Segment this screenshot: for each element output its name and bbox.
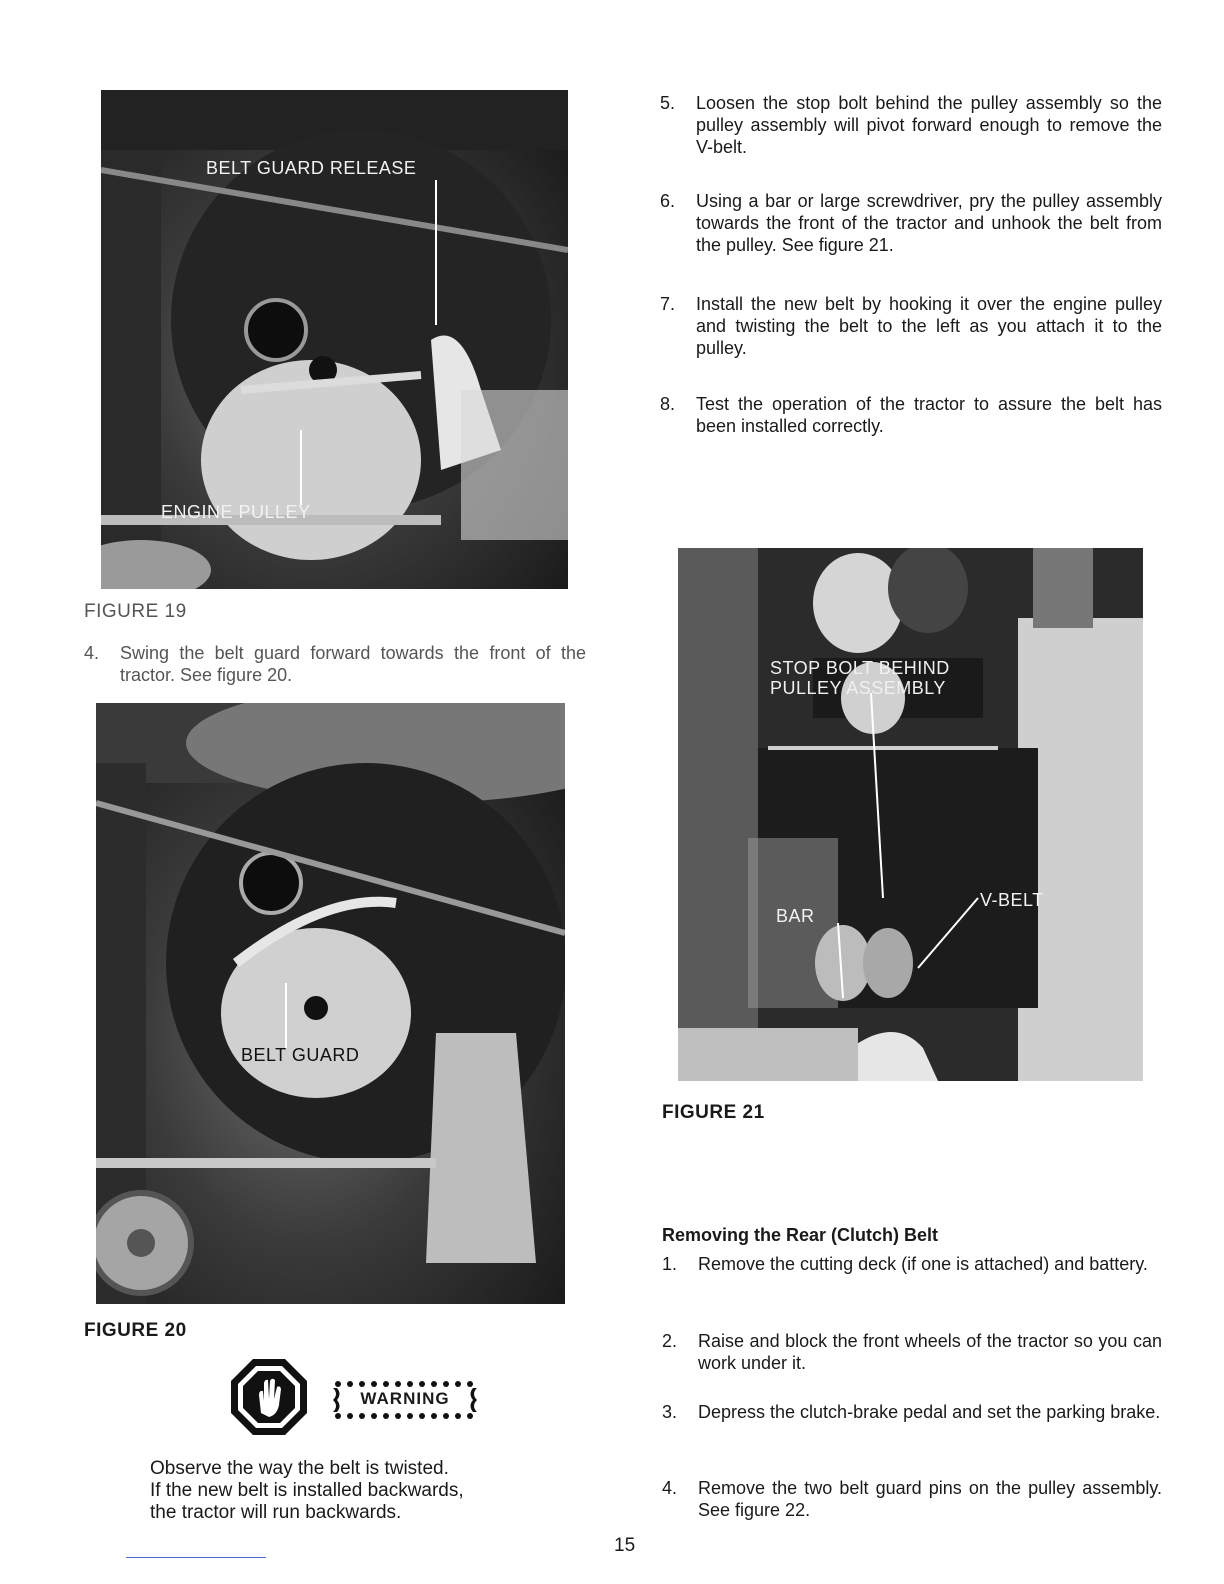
clutch-step-4	[662, 1477, 1162, 1523]
section-heading: Removing the Rear (Clutch) Belt	[662, 1225, 939, 1245]
step-6-pry-pulley	[660, 190, 1162, 258]
stop-hand-icon	[229, 1357, 309, 1437]
warning-label-box	[330, 1380, 480, 1420]
label-belt-guard: BELT GUARD	[241, 1045, 360, 1065]
step-text: Test the operation of the tractor to assure the belt has been installed correctly.	[696, 394, 1162, 436]
step-text: Using a bar or large screwdriver, pry the pulley assembly towards the front of the tractor and unhook the belt from the pulley. See figure 21.	[696, 191, 1162, 255]
label-stop-bolt-line1: STOP BOLT BEHIND	[770, 658, 950, 678]
step-text: Remove the cutting deck (if one is attached) and battery.	[698, 1254, 1148, 1274]
clutch-step-1	[662, 1253, 1162, 1299]
warning-label: WARNING	[360, 1389, 450, 1408]
step-text: Raise and block the front wheels of the tractor so you can work under it.	[698, 1331, 1162, 1373]
label-belt-guard-release: BELT GUARD RELEASE	[206, 158, 417, 178]
footer-rule	[126, 1557, 266, 1558]
step-8-test-operation	[660, 393, 1162, 439]
label-bar: BAR	[776, 906, 815, 926]
step-number: 1.	[662, 1254, 678, 1274]
step-7-install-belt	[660, 293, 1162, 361]
step-text: Loosen the stop bolt behind the pulley assembly so the pulley assembly will pivot forward enough to remove the V-belt.	[696, 93, 1162, 157]
step-text: Depress the clutch-brake pedal and set the parking brake.	[698, 1402, 1161, 1422]
step-number: 4.	[84, 643, 100, 663]
figure-21-photo	[678, 548, 1143, 1081]
warning-message	[150, 1458, 520, 1524]
step-text: Remove the two belt guard pins on the pulley assembly. See figure 22.	[698, 1478, 1162, 1520]
step-5-loosen-bolt	[660, 92, 1162, 160]
step-number: 5.	[660, 93, 676, 113]
label-stop-bolt-line2: PULLEY ASSEMBLY	[770, 678, 946, 698]
step-number: 3.	[662, 1402, 678, 1422]
step-number: 6.	[660, 191, 676, 211]
clutch-step-3	[662, 1401, 1162, 1447]
figure-20-caption: FIGURE 20	[84, 1320, 187, 1341]
warning-line: the tractor will run backwards.	[150, 1502, 402, 1523]
label-v-belt: V-BELT	[980, 890, 1044, 910]
figure-20-illustration	[96, 703, 565, 1304]
step-number: 2.	[662, 1331, 678, 1351]
step-number: 7.	[660, 294, 676, 314]
step-number: 8.	[660, 394, 676, 414]
page-number: 15	[614, 1535, 636, 1556]
warning-line: Observe the way the belt is twisted.	[150, 1458, 449, 1479]
figure-19-photo	[101, 90, 568, 589]
warning-line: If the new belt is installed backwards,	[150, 1480, 464, 1501]
figure-21-illustration	[678, 548, 1143, 1081]
step-text: Install the new belt by hooking it over the engine pulley and twisting the belt to the left as you attach it to the pulley.	[696, 294, 1162, 358]
step-4-swing-guard	[84, 642, 588, 688]
figure-19-caption: FIGURE 19	[84, 601, 187, 622]
label-engine-pulley: ENGINE PULLEY	[161, 502, 311, 522]
step-number: 4.	[662, 1478, 678, 1498]
step-text: Swing the belt guard forward towards the front of the tractor. See figure 20.	[120, 643, 586, 685]
clutch-step-2	[662, 1330, 1162, 1376]
figure-20-photo	[96, 703, 565, 1304]
figure-21-caption: FIGURE 21	[662, 1102, 765, 1123]
